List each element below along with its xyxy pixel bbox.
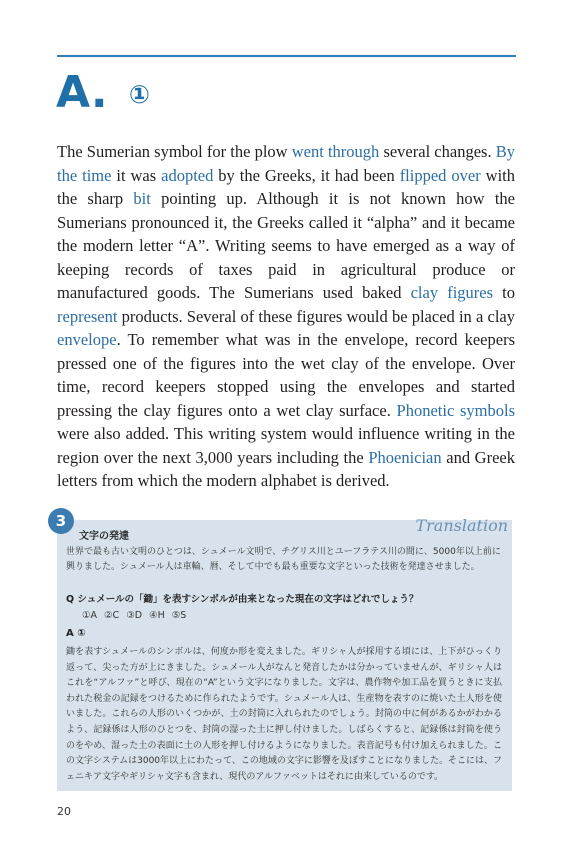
vocab-highlight: went through [291, 142, 380, 161]
english-passage [57, 140, 515, 493]
translation-question: Q シュメールの「鋤」を表すシンボルが由来となった現在の文字はどれでしょう？ [66, 594, 419, 605]
translation-title: 文字の発達 [79, 531, 129, 542]
passage-text: by the Greeks, it had been [213, 165, 400, 185]
page-number: 20 [57, 805, 71, 818]
translation-options: ①A ②C ③D ④H ⑤S [82, 610, 187, 621]
top-rule [57, 55, 516, 57]
vocab-highlight: adopted [161, 165, 214, 185]
translation-body: 鋤を表すシュメールのシンボルは、何度か形を変えました。ギリシャ人が採用する頃には、上下がひっくり返って、尖った方が上にきました。シュメール人がなんと発音したかは分かっていませんが、ギリシャ人はこれを“アルファ”と呼び、現在の“A”という文字になりました。文字は、農作物や加工品を買うときに支払われた税金の記録をつけるために作られたようです。シュメール人は、生産物を表すのに焼いた土人形を使いました。これらの人形のいくつかが、土の封筒に入れられたのでしょう。封筒の中に何があるかがわかるよう、記録係は人形のひとつを、封筒の湿った土に押し付けました。しばらくすると、記録係は封筒を使うのをやめ、湿った土の表面に土の人形を押し付けるようになりました。表音記号も付け加えられました。この文字システムは3000年以上にわたって、この地域の文字に影響を及ぼすことになりました。そこには、フェニキア文字やギリシャ文字も含まれ、現代のアルファベットはそれに由来しているのです。 [66, 647, 502, 782]
passage-text: with the sharp [57, 165, 515, 208]
vocab-highlight: bit [133, 189, 151, 208]
passage-text: to [493, 283, 515, 302]
passage-text: it was [111, 165, 162, 185]
vocab-highlight: Phonetic symbols [396, 400, 515, 420]
question-number-badge: 3 [48, 508, 74, 534]
answer-heading [56, 64, 150, 124]
vocab-highlight: flipped over [399, 165, 481, 185]
passage-text: and Greek letters from which the modern alphabet is derived. [57, 447, 515, 490]
translation-intro: 世界で最も古い文明のひとつは、シュメール文明で、チグリス川とユーフラテス川の間に、5000年以上前に興りました。シュメール人は車輪、暦、そして中でも最も重要な文字といった技術を発達させました。 [66, 547, 501, 572]
heading-letter: A. [56, 67, 108, 118]
vocab-highlight: represent [57, 306, 118, 326]
translation-answer: A ① [66, 628, 86, 639]
vocab-highlight: Phoenician [368, 447, 442, 467]
passage-text: several changes. [379, 142, 496, 161]
passage-text: pointing up. Although it is not known how the Sumerians pronounced it, the Greeks called it “alpha” and it became the modern letter “A”. Writing seems to have emerged as a way of keeping records of taxes paid in agricultural produce or manufactured goods. The Sumerians used baked [57, 189, 515, 302]
vocab-highlight: clay figures [410, 283, 494, 302]
vocab-highlight: envelope [57, 330, 117, 349]
translation-label: Translation [415, 516, 508, 535]
heading-number: ① [128, 80, 151, 109]
passage-text: . To remember what was in the envelope, record keepers pressed one of the figures into the wet clay of the envelope. Over time, record keepers stopped using the envelopes and started pressing the clay figures onto a wet clay surface. [57, 330, 515, 420]
passage-text: The Sumerian symbol for the plow [57, 142, 292, 161]
passage-text: were also added. This writing system would influence writing in the region over the next 3,000 years including the [57, 424, 515, 467]
passage-text: products. Several of these figures would be placed in a clay [117, 306, 515, 326]
vocab-highlight: By the time [57, 142, 515, 185]
